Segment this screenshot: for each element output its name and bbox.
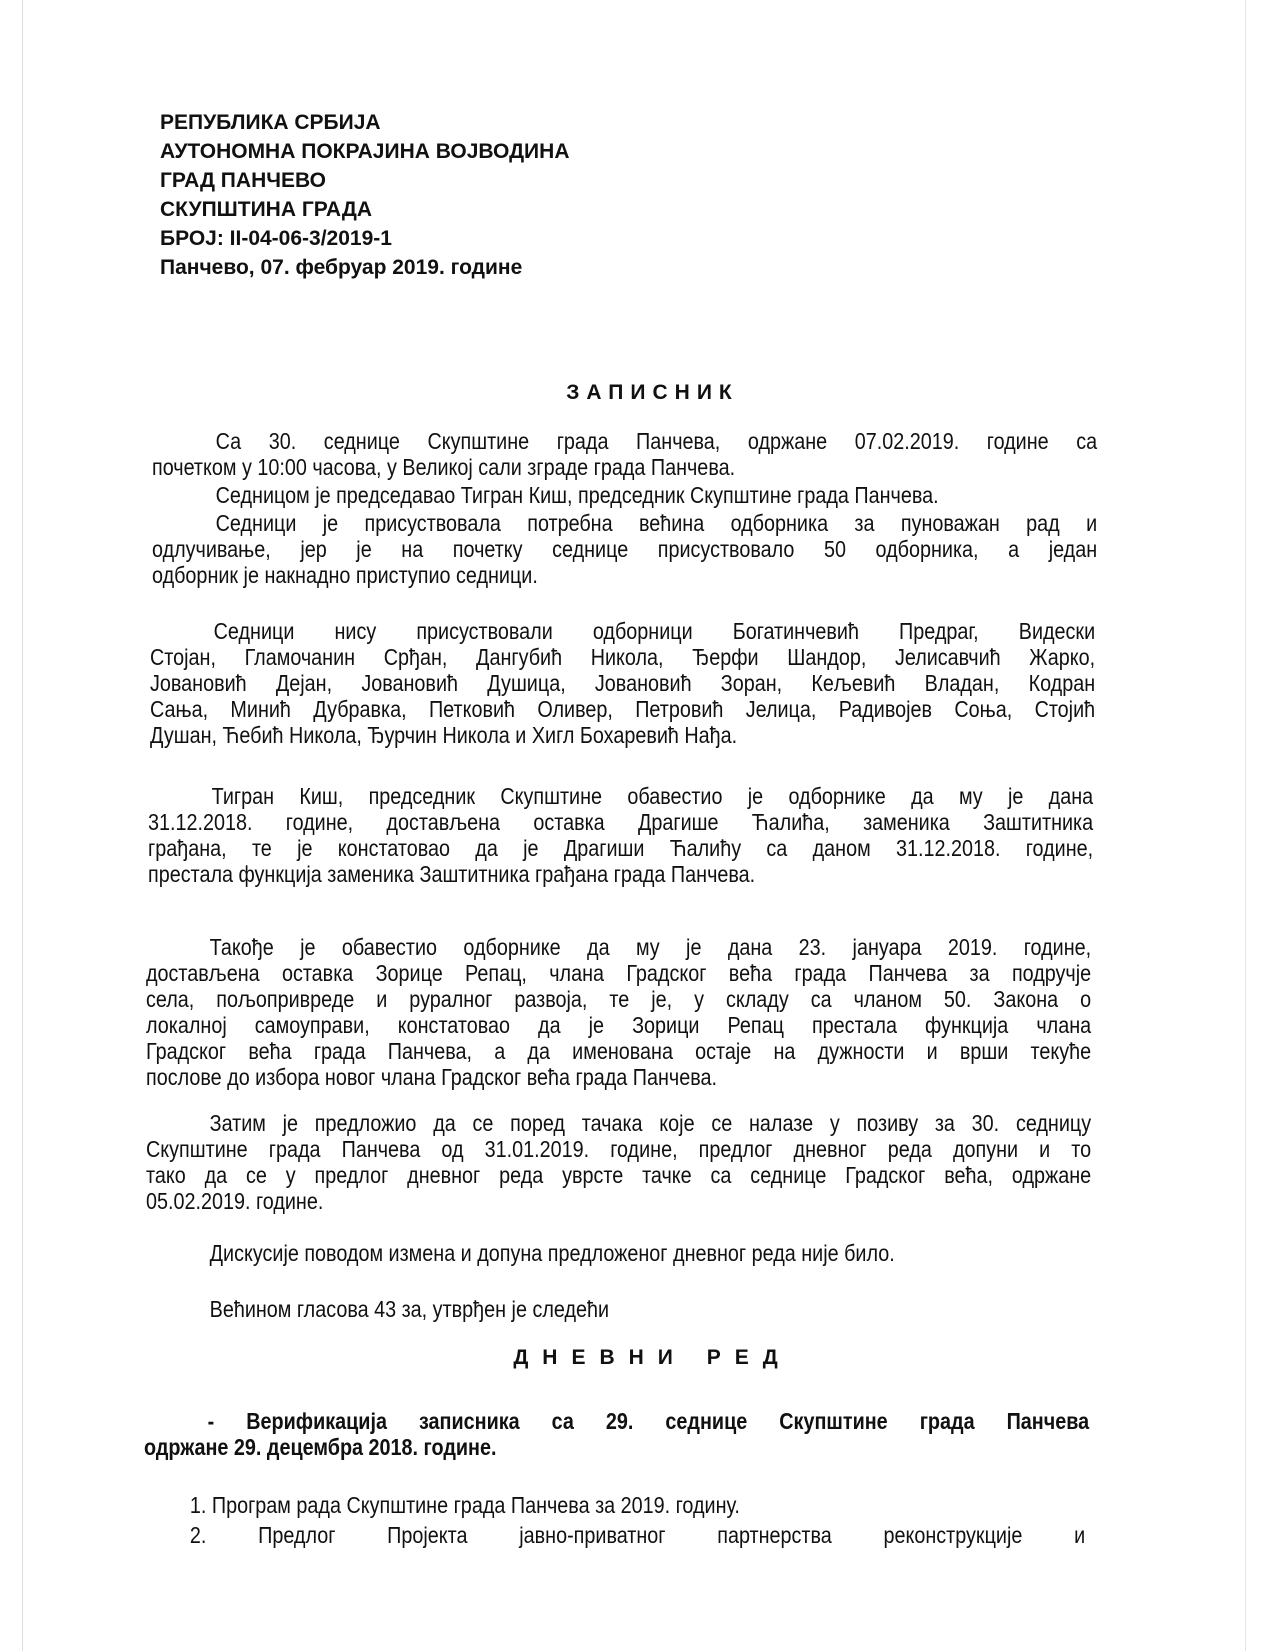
text-line: Скупштине града Панчева од 31.01.2019. године, предлог дневног реда допуни и то	[146, 1136, 1092, 1162]
text-line: одлучивање, јер је на почетку седнице присуствовало 50 одборника, а један	[152, 536, 1098, 562]
text-line: 2. Предлог Пројекта јавно-приватног партнерства реконструкције и	[189, 1522, 1086, 1548]
text-line: Седницом је председавао Тигран Киш, председник Скупштине града Панчева.	[215, 482, 939, 508]
text-line: Седници је присуствовала потребна већина одборника за пуноважан рад и	[215, 510, 1098, 536]
text-line: локалној самоуправи, констатовао да је Зорици Репац престала функција члана	[146, 1012, 1092, 1038]
text-line: Јовановић Дејан, Јовановић Душица, Јовановић Зоран, Кељевић Владан, Кодран	[150, 670, 1096, 696]
verification-item	[144, 1408, 1089, 1460]
header-line: РЕПУБЛИКА СРБИЈА	[160, 111, 381, 134]
text-line: Стојан, Гламочанин Срђан, Дангубић Никола, Ђерфи Шандор, Јелисавчић Жарко,	[150, 644, 1096, 670]
text-line: села, пољопривреде и руралног развоја, те је, у складу са чланом 50. Закона о	[146, 986, 1092, 1012]
text-line: 31.12.2018. године, достављена оставка Драгише Ћалића, заменика Заштитника	[148, 809, 1094, 835]
agenda-title: ДНЕВНИ РЕД	[513, 1346, 792, 1369]
text-line: Сања, Минић Дубравка, Петковић Оливер, Петровић Јелица, Радивојев Соња, Стојић	[150, 696, 1096, 722]
document-number: БРОЈ: II-04-06-3/2019-1	[160, 227, 392, 250]
text-line: Дискусије поводом измена и допуна предложеног дневног реда није било.	[209, 1240, 895, 1266]
text-line: Седници нису присуствовали одборници Богатинчевић Предраг, Видески	[213, 618, 1096, 644]
text-line: грађана, те је констатовао да је Драгиши Ћалићу са даном 31.12.2018. године,	[148, 835, 1094, 861]
resignation-paragraph-2	[146, 934, 1091, 1090]
document-header	[160, 108, 569, 282]
text-line: достављена оставка Зорице Репац, члана Градског већа града Панчева за подручје	[146, 960, 1092, 986]
text-line: Већином гласова 43 за, утврђен је следећи	[209, 1296, 610, 1322]
text-line: 05.02.2019. године.	[146, 1188, 324, 1214]
agenda-proposal-paragraph	[146, 1110, 1091, 1214]
intro-paragraph	[152, 428, 1097, 480]
text-line: одржане 29. децембра 2018. године.	[144, 1434, 497, 1460]
text-line: Са 30. седнице Скупштине града Панчева, одржане 07.02.2019. године са	[215, 428, 1098, 454]
document-title: ЗАПИСНИК	[566, 381, 739, 404]
text-line: одборник је накнадно приступио седници.	[152, 562, 538, 588]
resignation-paragraph-1	[148, 783, 1093, 887]
text-line: 1. Програм рада Скупштине града Панчева за 2019. годину.	[189, 1492, 740, 1518]
quorum-paragraph	[152, 510, 1097, 588]
text-line: - Верификација записника са 29. седнице Скупштине града Панчева	[207, 1408, 1090, 1434]
text-line: Такође је обавестио одборнике да му је дана 23. јануара 2019. године,	[209, 934, 1092, 960]
text-line: Градског већа града Панчева, а да именована остаје на дужности и врши текуће	[146, 1038, 1092, 1064]
chair-paragraph	[152, 482, 1097, 508]
agenda-list	[140, 1490, 1085, 1550]
text-line: почетком у 10:00 часова, у Великој сали зграде града Панчева.	[152, 454, 736, 480]
header-line: СКУПШТИНА ГРАДА	[160, 198, 372, 221]
text-line: послове до избора новог члана Градског већа града Панчева.	[146, 1064, 717, 1090]
text-line: Душан, Ћебић Никола, Ђурчин Никола и Хигл Бохаревић Нађа.	[150, 722, 738, 748]
document-date: Панчево, 07. фебруар 2019. године	[160, 256, 523, 279]
vote-paragraph	[146, 1296, 1091, 1322]
header-line: ГРАД ПАНЧЕВО	[160, 169, 326, 192]
text-line: престала функција заменика Заштитника грађана града Панчева.	[148, 861, 756, 887]
text-line: Затим је предложио да се поред тачака које се налазе у позиву за 30. седницу	[209, 1110, 1092, 1136]
header-line: АУТОНОМНА ПОКРАЈИНА ВОЈВОДИНА	[160, 140, 570, 163]
text-line: тако да се у предлог дневног реда уврсте тачке са седнице Градског већа, одржане	[146, 1162, 1092, 1188]
text-line: Тигран Киш, председник Скупштине обавестио је одборнике да му је дана	[211, 783, 1094, 809]
absent-paragraph	[150, 618, 1095, 748]
discussion-paragraph	[146, 1240, 1091, 1266]
